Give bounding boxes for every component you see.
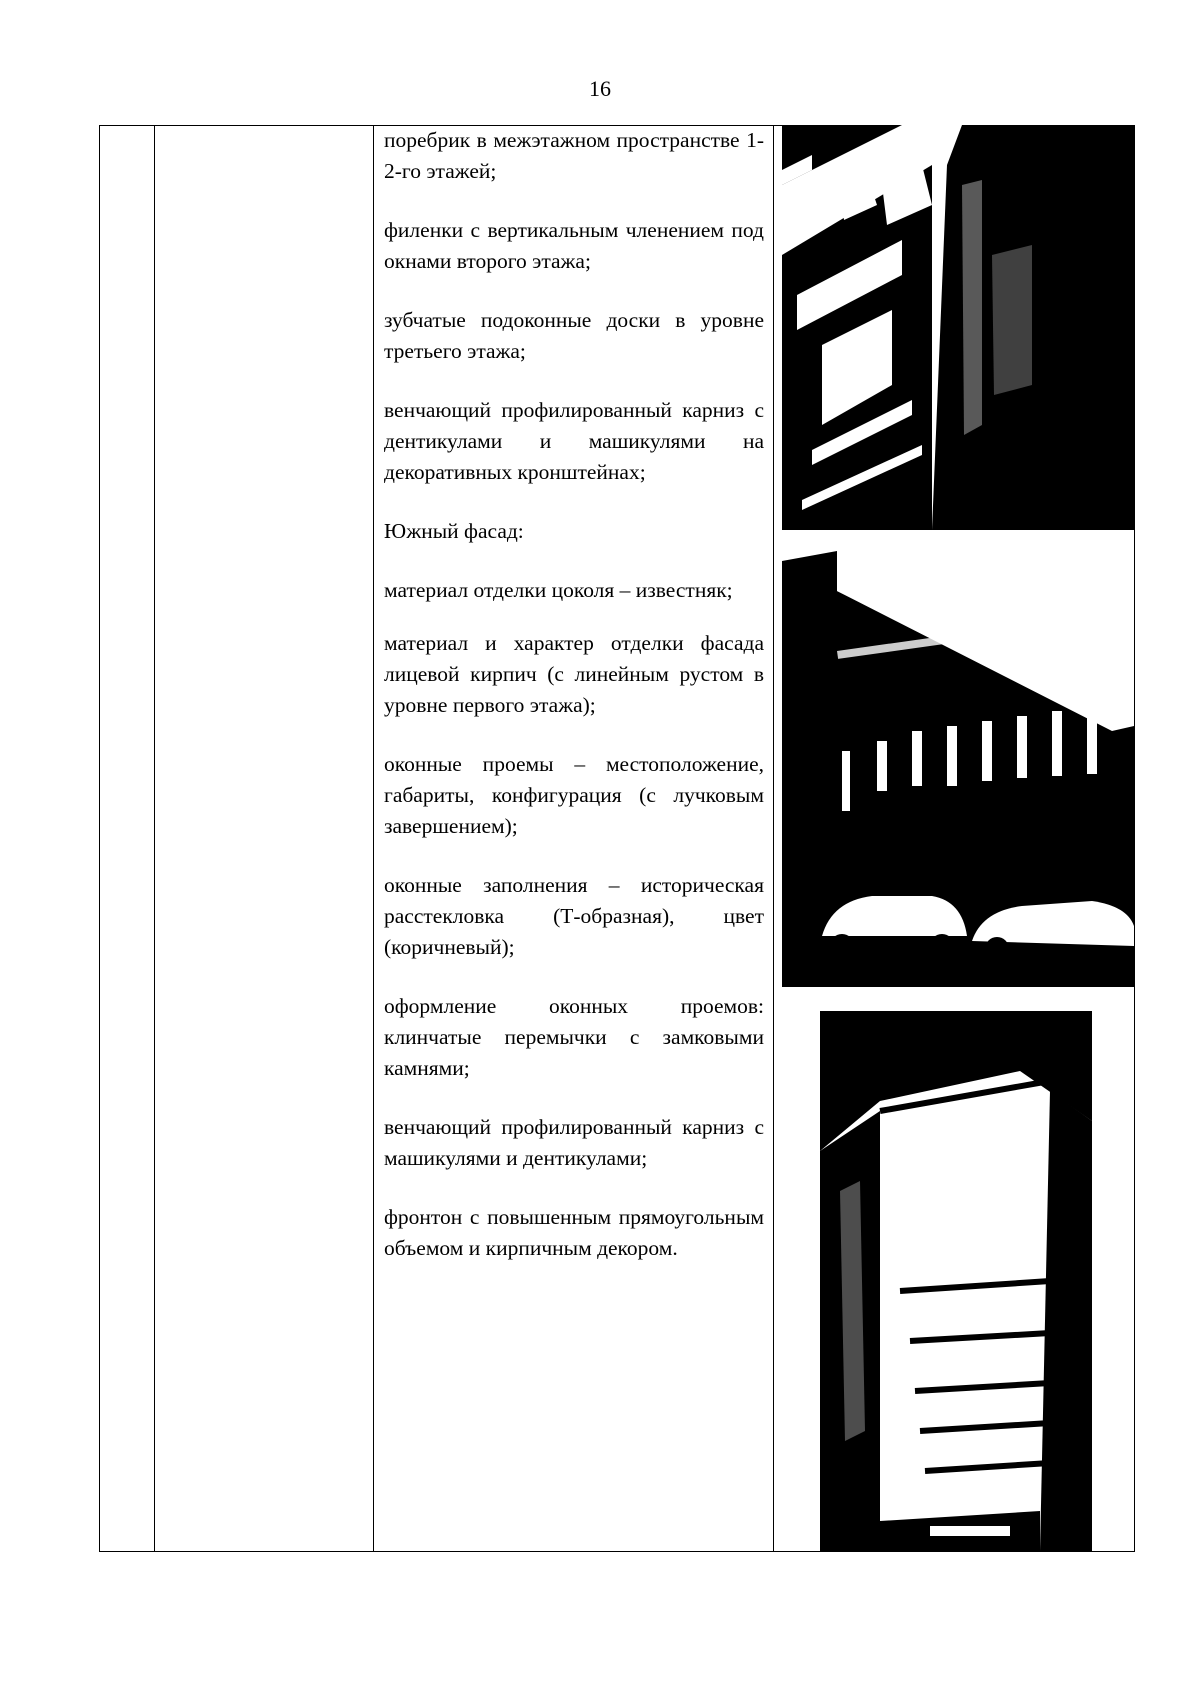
feature-item: венчающий профилированный карниз с дентикулами и машикулями на декоративных кронштейнах;	[384, 398, 764, 484]
feature-item: оконные заполнения – историческая расстекловка (Т-образная), цвет (коричневый);	[384, 873, 764, 959]
feature-item: материал отделки цоколя – известняк;	[384, 578, 733, 602]
column-divider-1	[154, 126, 155, 1551]
feature-item: поребрик в межэтажном пространстве 1-2-го этажей;	[384, 128, 764, 183]
building-cornice-upward-photo	[820, 1011, 1092, 1551]
features-list	[384, 125, 764, 1292]
feature-item: оконные проемы – местоположение, габариты, конфигурация (с лучковым завершением);	[384, 752, 764, 838]
section-heading-south-facade: Южный фасад:	[384, 519, 524, 543]
feature-item: филенки с вертикальным членением под окнами второго этажа;	[384, 218, 764, 273]
building-facade-corner-photo	[782, 125, 1134, 530]
column-divider-2	[373, 126, 374, 1551]
feature-item: материал и характер отделки фасада лицевой кирпич (с линейным рустом в уровне первого этажа);	[384, 631, 764, 717]
feature-item: оформление оконных проемов: клинчатые перемычки с замковыми камнями;	[384, 994, 764, 1080]
feature-item: венчающий профилированный карниз с машикулями и дентикулами;	[384, 1115, 764, 1170]
column-divider-3	[773, 126, 774, 1551]
building-facade-street-photo	[782, 551, 1134, 987]
feature-item: фронтон с повышенным прямоугольным объемом и кирпичным декором.	[384, 1205, 764, 1260]
page-number: 16	[589, 76, 611, 101]
feature-item: зубчатые подоконные доски в уровне третьего этажа;	[384, 308, 764, 363]
